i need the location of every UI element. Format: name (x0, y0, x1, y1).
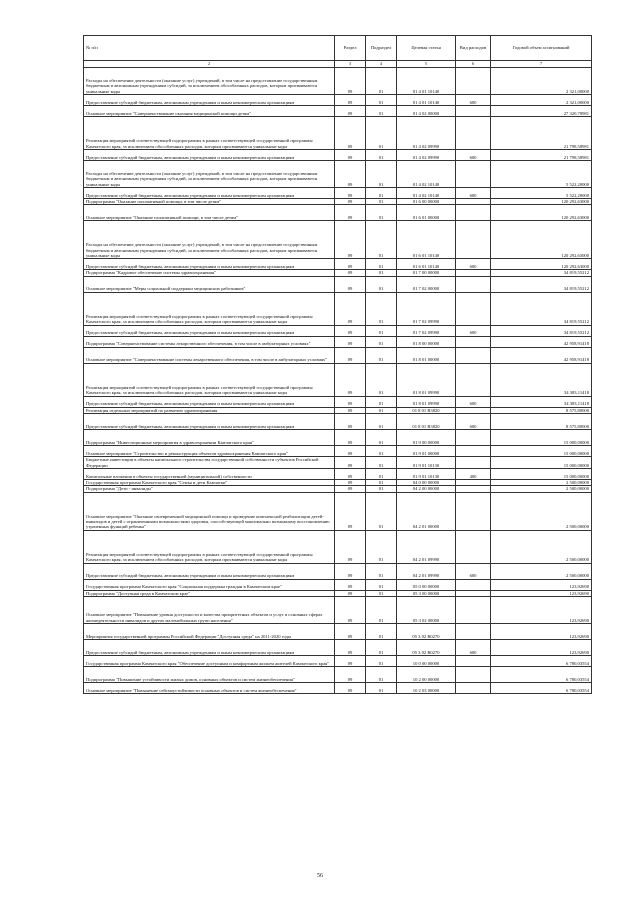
expense-type-cell (456, 221, 491, 259)
podrazdel-cell: 01 (366, 325, 397, 336)
header-target-article: Целевая статья (397, 36, 456, 61)
razdel-cell: 09 (335, 276, 366, 292)
item-name-cell: Реализация мероприятий соответствующей подпрограммы в рамках соответствующей государственной программы Камчатского края, за исключением обособленных расходов, которым присваиваются уникальные коды (84, 292, 335, 325)
item-name-cell: Подпрограмма "Инвестиционные мероприятия в здравоохранении Камчатского края" (84, 430, 335, 446)
podrazdel-cell: 01 (366, 363, 397, 396)
col-num-3: 3 (335, 61, 366, 68)
target-article-cell: 01 8 01 R3820 (397, 414, 456, 430)
expense-type-cell (456, 579, 491, 590)
item-name-cell: Подпрограмма "Совершенствование системы лекарственного обеспечения, в том числе в амбулаторных условиях" (84, 336, 335, 347)
target-article-cell: 10 0 00 00000 (397, 656, 456, 667)
item-name-cell: Реализация мероприятий соответствующей подпрограммы в рамках соответствующей государственной программы Камчатского края, за исключением обособленных расходов, которым присваиваются уникальные коды (84, 530, 335, 563)
podrazdel-cell: 01 (366, 480, 397, 486)
expense-type-cell: 600 (456, 150, 491, 161)
expense-type-cell (456, 117, 491, 150)
table-row (84, 161, 592, 188)
podrazdel-cell: 01 (366, 276, 397, 292)
target-article-cell: 01 9 01 10130 (397, 469, 456, 480)
razdel-cell: 09 (335, 199, 366, 205)
podrazdel-cell: 01 (366, 270, 397, 276)
table-row (84, 457, 592, 469)
podrazdel-cell: 01 (366, 683, 397, 694)
amount-cell: 34 383,11418 (491, 363, 592, 396)
col-num-6: 6 (456, 61, 491, 68)
target-article-cell: 01 8 00 00000 (397, 336, 456, 347)
item-name-cell: Подпрограмма "Доступная среда в Камчатском крае" (84, 590, 335, 596)
budget-table (83, 35, 592, 694)
table-row (84, 363, 592, 396)
amount-cell: 8 575,80000 (491, 407, 592, 413)
razdel-cell: 09 (335, 667, 366, 683)
target-article-cell: 05 0 00 00000 (397, 579, 456, 590)
amount-cell: 6 780,03554 (491, 683, 592, 694)
header-annual-volume: Годовой объем ассигнований (491, 36, 592, 61)
table-row (84, 579, 592, 590)
item-name-cell: Расходы на обеспечение деятельности (оказание услуг) учреждений, в том числе на предоставление государственным бюджетным и автономным учреждениям субсидий, за исключением обособленных расходов, которым присваиваются уникальные коды (84, 161, 335, 188)
razdel-cell: 09 (335, 150, 366, 161)
amount-cell: 6 780,03554 (491, 667, 592, 683)
razdel-cell: 09 (335, 188, 366, 199)
target-article-cell: 05 3 00 00000 (397, 590, 456, 596)
expense-type-cell (456, 336, 491, 347)
razdel-cell: 09 (335, 68, 366, 95)
razdel-cell: 09 (335, 205, 366, 221)
expense-type-cell (456, 347, 491, 363)
razdel-cell: 09 (335, 117, 366, 150)
podrazdel-cell: 01 (366, 640, 397, 656)
table-row (84, 396, 592, 407)
target-article-cell: 05 3 02 R0270 (397, 640, 456, 656)
razdel-cell: 09 (335, 407, 366, 413)
razdel-cell: 09 (335, 336, 366, 347)
target-article-cell: 01 6 01 10140 (397, 259, 456, 270)
header-number: № п/п (84, 36, 335, 61)
podrazdel-cell: 01 (366, 530, 397, 563)
item-name-cell: Подпрограмма "Дети - инвалиды" (84, 486, 335, 492)
target-article-cell: 01 8 01 09990 (397, 396, 456, 407)
podrazdel-cell: 01 (366, 624, 397, 640)
item-name-cell: Мероприятия государственной программы Российской Федерации "Доступная среда" на 2011-2020 годы (84, 624, 335, 640)
expense-type-cell (456, 624, 491, 640)
item-name-cell: Подпрограмма "Оказание паллиативной помощи, в том числе детям" (84, 199, 335, 205)
podrazdel-cell: 01 (366, 106, 397, 117)
expense-type-cell (456, 106, 491, 117)
razdel-cell: 09 (335, 624, 366, 640)
target-article-cell: 01 6 01 00000 (397, 205, 456, 221)
target-article-cell: 01 8 01 09990 (397, 363, 456, 396)
amount-cell: 120 292,63000 (491, 205, 592, 221)
razdel-cell: 09 (335, 161, 366, 188)
item-name-cell: Основное мероприятие "Меры социальной поддержки медицинских работников" (84, 276, 335, 292)
table-row (84, 188, 592, 199)
table-row (84, 292, 592, 325)
amount-cell: 21 798,58981 (491, 117, 592, 150)
table-row (84, 597, 592, 624)
expense-type-cell (456, 446, 491, 457)
table-body (84, 68, 592, 694)
target-article-cell: 01 7 02 09990 (397, 292, 456, 325)
item-name-cell: Основное мероприятие "Повышение уровня доступности и качества приоритетных объектов и услуг в основных сферах жизнедеятельности инвалидов и других маломобильных групп населения" (84, 597, 335, 624)
expense-type-cell (456, 530, 491, 563)
header-expense-type: Вид расходов (456, 36, 491, 61)
item-name-cell: Государственная программа Камчатского края "Семья и дети Камчатки" (84, 480, 335, 486)
amount-cell: 123,92690 (491, 590, 592, 596)
amount-cell: 15 000,00000 (491, 430, 592, 446)
table-row (84, 683, 592, 694)
expense-type-cell (456, 292, 491, 325)
podrazdel-cell: 01 (366, 150, 397, 161)
expense-type-cell: 600 (456, 325, 491, 336)
podrazdel-cell: 01 (366, 486, 397, 492)
target-article-cell: 04 2 01 09990 (397, 563, 456, 579)
column-numbering-row (84, 61, 592, 68)
razdel-cell: 09 (335, 292, 366, 325)
item-name-cell: Основное мероприятие "Оказание своевременной медицинской помощи и проведение комплексной реабилитации детей-инвалидов и детей с ограниченными возможностями здоровья, способствующей максимально возможному восстановлению утраченных функций ребенка" (84, 492, 335, 530)
podrazdel-cell: 01 (366, 188, 397, 199)
table-row (84, 325, 592, 336)
table-row (84, 446, 592, 457)
target-article-cell: 01 9 01 00000 (397, 446, 456, 457)
target-article-cell: 01 4 01 10140 (397, 68, 456, 95)
table-row (84, 414, 592, 430)
razdel-cell: 09 (335, 530, 366, 563)
amount-cell: 123,92690 (491, 624, 592, 640)
razdel-cell: 09 (335, 446, 366, 457)
amount-cell: 15 000,00000 (491, 457, 592, 469)
table-row (84, 563, 592, 579)
razdel-cell: 09 (335, 579, 366, 590)
table-row (84, 656, 592, 667)
razdel-cell: 09 (335, 656, 366, 667)
podrazdel-cell: 01 (366, 457, 397, 469)
podrazdel-cell: 01 (366, 469, 397, 480)
amount-cell: 27 320,78981 (491, 106, 592, 117)
podrazdel-cell: 01 (366, 414, 397, 430)
podrazdel-cell: 01 (366, 492, 397, 530)
page-number: 56 (317, 873, 323, 879)
amount-cell: 42 958,91418 (491, 347, 592, 363)
podrazdel-cell: 01 (366, 221, 397, 259)
item-name-cell: Реализация мероприятий соответствующей подпрограммы в рамках соответствующей государственной программы Камчатского края, за исключением обособленных расходов, которым присваиваются уникальные коды (84, 363, 335, 396)
col-num-7: 7 (491, 61, 592, 68)
podrazdel-cell: 01 (366, 579, 397, 590)
target-article-cell: 04 0 00 00000 (397, 480, 456, 486)
expense-type-cell (456, 667, 491, 683)
podrazdel-cell: 01 (366, 590, 397, 596)
expense-type-cell (456, 656, 491, 667)
table-row (84, 205, 592, 221)
razdel-cell: 09 (335, 563, 366, 579)
podrazdel-cell: 01 (366, 446, 397, 457)
amount-cell: 8 575,80000 (491, 414, 592, 430)
target-article-cell: 01 7 02 00000 (397, 276, 456, 292)
item-name-cell: Бюджетные инвестиции в объекты капитального строительства государственной собственности субъектов Российской Федерации (84, 457, 335, 469)
expense-type-cell: 600 (456, 259, 491, 270)
target-article-cell: 01 4 02 09990 (397, 150, 456, 161)
razdel-cell: 09 (335, 597, 366, 624)
amount-cell: 2 500,00000 (491, 480, 592, 486)
table-row (84, 150, 592, 161)
amount-cell: 2 321,00000 (491, 95, 592, 106)
amount-cell: 2 321,00000 (491, 68, 592, 95)
target-article-cell: 01 9 01 10130 (397, 457, 456, 469)
podrazdel-cell: 01 (366, 292, 397, 325)
table-row (84, 492, 592, 530)
razdel-cell: 09 (335, 270, 366, 276)
razdel-cell: 09 (335, 640, 366, 656)
expense-type-cell (456, 683, 491, 694)
podrazdel-cell: 01 (366, 430, 397, 446)
amount-cell: 15 000,00000 (491, 446, 592, 457)
razdel-cell: 09 (335, 396, 366, 407)
table-row (84, 68, 592, 95)
razdel-cell: 09 (335, 414, 366, 430)
target-article-cell: 01 4 02 09990 (397, 117, 456, 150)
podrazdel-cell: 01 (366, 347, 397, 363)
item-name-cell: Капитальные вложения в объекты государственной (муниципальной) собственности (84, 469, 335, 480)
expense-type-cell (456, 492, 491, 530)
amount-cell: 120 292,63000 (491, 259, 592, 270)
expense-type-cell (456, 597, 491, 624)
item-name-cell: Предоставление субсидий бюджетным, автономным учреждениям и иным некоммерческим организациям (84, 259, 335, 270)
col-num-5: 5 (397, 61, 456, 68)
podrazdel-cell: 01 (366, 259, 397, 270)
table-row (84, 259, 592, 270)
target-article-cell: 01 8 01 00000 (397, 347, 456, 363)
expense-type-cell: 600 (456, 563, 491, 579)
target-article-cell: 05 3 02 00000 (397, 597, 456, 624)
table-row (84, 624, 592, 640)
item-name-cell: Реализация мероприятий соответствующей подпрограммы в рамках соответствующей государственной программы Камчатского края, за исключением обособленных расходов, которым присваиваются уникальные коды (84, 117, 335, 150)
podrazdel-cell: 01 (366, 667, 397, 683)
podrazdel-cell: 01 (366, 597, 397, 624)
amount-cell: 15 000,00000 (491, 469, 592, 480)
razdel-cell: 09 (335, 363, 366, 396)
podrazdel-cell: 01 (366, 199, 397, 205)
razdel-cell: 09 (335, 486, 366, 492)
item-name-cell: Подпрограмма "Повышение устойчивости жилых домов, основных объектов и систем жизнеобеспечения" (84, 667, 335, 683)
item-name-cell: Основное мероприятие "Совершенствование системы лекарственного обеспечения, в том числе в амбулаторных условиях" (84, 347, 335, 363)
target-article-cell: 01 4 01 10140 (397, 95, 456, 106)
table-row (84, 530, 592, 563)
amount-cell: 123,92690 (491, 579, 592, 590)
razdel-cell: 09 (335, 469, 366, 480)
item-name-cell: Расходы на обеспечение деятельности (оказание услуг) учреждений, в том числе на предоставление государственным бюджетным и автономным учреждениям субсидий, за исключением обособленных расходов, которым присваиваются уникальные коды (84, 68, 335, 95)
table-row (84, 117, 592, 150)
podrazdel-cell: 01 (366, 161, 397, 188)
header-razdel: Раздел (335, 36, 366, 61)
podrazdel-cell: 01 (366, 205, 397, 221)
table-row (84, 640, 592, 656)
table-row (84, 336, 592, 347)
podrazdel-cell: 01 (366, 117, 397, 150)
table-row (84, 221, 592, 259)
item-name-cell: Предоставление субсидий бюджетным, автономным учреждениям и иным некоммерческим организациям (84, 325, 335, 336)
target-article-cell: 01 4 02 00000 (397, 106, 456, 117)
item-name-cell: Реализация отдельных мероприятий по развитию здравоохранения (84, 407, 335, 413)
item-name-cell: Предоставление субсидий бюджетным, автономным учреждениям и иным некоммерческим организациям (84, 150, 335, 161)
target-article-cell: 01 7 02 09990 (397, 325, 456, 336)
target-article-cell: 04 2 01 00000 (397, 492, 456, 530)
razdel-cell: 09 (335, 259, 366, 270)
expense-type-cell (456, 457, 491, 469)
podrazdel-cell: 01 (366, 407, 397, 413)
col-num-4: 4 (366, 61, 397, 68)
razdel-cell: 09 (335, 95, 366, 106)
col-num-2: 2 (84, 61, 335, 68)
podrazdel-cell: 01 (366, 396, 397, 407)
target-article-cell: 10 2 03 00000 (397, 683, 456, 694)
razdel-cell: 09 (335, 480, 366, 486)
expense-type-cell (456, 68, 491, 95)
amount-cell: 5 522,20000 (491, 161, 592, 188)
target-article-cell: 01 4 02 10140 (397, 161, 456, 188)
target-article-cell: 01 7 00 00000 (397, 270, 456, 276)
table-row (84, 276, 592, 292)
item-name-cell: Предоставление субсидий бюджетным, автономным учреждениям и иным некоммерческим организациям (84, 95, 335, 106)
item-name-cell: Предоставление субсидий бюджетным, автономным учреждениям и иным некоммерческим организациям (84, 414, 335, 430)
expense-type-cell: 600 (456, 640, 491, 656)
target-article-cell: 01 6 01 10140 (397, 221, 456, 259)
expense-type-cell (456, 276, 491, 292)
amount-cell: 123,92690 (491, 597, 592, 624)
amount-cell: 21 798,58981 (491, 150, 592, 161)
podrazdel-cell: 01 (366, 563, 397, 579)
target-article-cell: 10 2 00 00000 (397, 667, 456, 683)
amount-cell: 6 780,03554 (491, 656, 592, 667)
item-name-cell: Расходы на обеспечение деятельности (оказание услуг) учреждений, в том числе на предоставление государственным бюджетным и автономным учреждениям субсидий, за исключением обособленных расходов, которым присваиваются уникальные коды (84, 221, 335, 259)
item-name-cell: Основное мероприятие "Совершенствование оказания медицинской помощи детям" (84, 106, 335, 117)
amount-cell: 34 819,55212 (491, 292, 592, 325)
target-article-cell: 04 2 01 09990 (397, 530, 456, 563)
table-header-row (84, 36, 592, 61)
item-name-cell: Основное мероприятие "Повышение сейсмоустойчивости основных объектов и систем жизнеобеспечения" (84, 683, 335, 694)
amount-cell: 2 500,00000 (491, 530, 592, 563)
item-name-cell: Предоставление субсидий бюджетным, автономным учреждениям и иным некоммерческим организациям (84, 563, 335, 579)
item-name-cell: Государственная программа Камчатского края "Обеспечение доступным и комфортным жильем жителей Камчатского края" (84, 656, 335, 667)
amount-cell: 120 292,63000 (491, 221, 592, 259)
amount-cell: 2 500,00000 (491, 492, 592, 530)
expense-type-cell (456, 205, 491, 221)
expense-type-cell: 400 (456, 469, 491, 480)
item-name-cell: Государственная программа Камчатского края "Социальная поддержка граждан в Камчатском крае" (84, 579, 335, 590)
target-article-cell: 01 6 00 00000 (397, 199, 456, 205)
razdel-cell: 09 (335, 325, 366, 336)
table-row (84, 430, 592, 446)
item-name-cell: Основное мероприятие "Оказание паллиативной помощи, в том числе детям" (84, 205, 335, 221)
item-name-cell: Предоставление субсидий бюджетным, автономным учреждениям и иным некоммерческим организациям (84, 640, 335, 656)
table-row (84, 667, 592, 683)
target-article-cell: 01 9 00 00000 (397, 430, 456, 446)
razdel-cell: 09 (335, 106, 366, 117)
table-row (84, 95, 592, 106)
amount-cell: 34 819,55212 (491, 270, 592, 276)
amount-cell: 2 500,00000 (491, 563, 592, 579)
item-name-cell: Предоставление субсидий бюджетным, автономным учреждениям и иным некоммерческим организациям (84, 188, 335, 199)
amount-cell: 34 383,11418 (491, 396, 592, 407)
table-row (84, 469, 592, 480)
amount-cell: 2 500,00000 (491, 486, 592, 492)
item-name-cell: Подпрограмма "Кадровое обеспечение системы здравоохранения" (84, 270, 335, 276)
razdel-cell: 09 (335, 683, 366, 694)
target-article-cell: 01 4 02 10140 (397, 188, 456, 199)
amount-cell: 5 522,20000 (491, 188, 592, 199)
table-row (84, 106, 592, 117)
budget-table-sheet (83, 35, 591, 694)
table-row (84, 347, 592, 363)
target-article-cell: 01 8 01 R3820 (397, 407, 456, 413)
podrazdel-cell: 01 (366, 95, 397, 106)
podrazdel-cell: 01 (366, 336, 397, 347)
header-podrazdel: Подраздел (366, 36, 397, 61)
podrazdel-cell: 01 (366, 68, 397, 95)
expense-type-cell (456, 430, 491, 446)
amount-cell: 34 819,55212 (491, 276, 592, 292)
razdel-cell: 09 (335, 492, 366, 530)
amount-cell: 34 819,55212 (491, 325, 592, 336)
expense-type-cell (456, 363, 491, 396)
expense-type-cell (456, 161, 491, 188)
amount-cell: 123,92690 (491, 640, 592, 656)
amount-cell: 42 958,91418 (491, 336, 592, 347)
razdel-cell: 09 (335, 590, 366, 596)
razdel-cell: 09 (335, 430, 366, 446)
item-name-cell: Предоставление субсидий бюджетным, автономным учреждениям и иным некоммерческим организациям (84, 396, 335, 407)
razdel-cell: 09 (335, 457, 366, 469)
expense-type-cell: 600 (456, 188, 491, 199)
expense-type-cell: 600 (456, 95, 491, 106)
expense-type-cell: 600 (456, 414, 491, 430)
amount-cell: 120 292,63000 (491, 199, 592, 205)
podrazdel-cell: 01 (366, 656, 397, 667)
item-name-cell: Основное мероприятие "Строительство и реконструкция объектов здравоохранения Камчатского края" (84, 446, 335, 457)
target-article-cell: 05 3 02 R0270 (397, 624, 456, 640)
expense-type-cell: 600 (456, 396, 491, 407)
razdel-cell: 09 (335, 221, 366, 259)
target-article-cell: 04 2 00 00000 (397, 486, 456, 492)
razdel-cell: 09 (335, 347, 366, 363)
